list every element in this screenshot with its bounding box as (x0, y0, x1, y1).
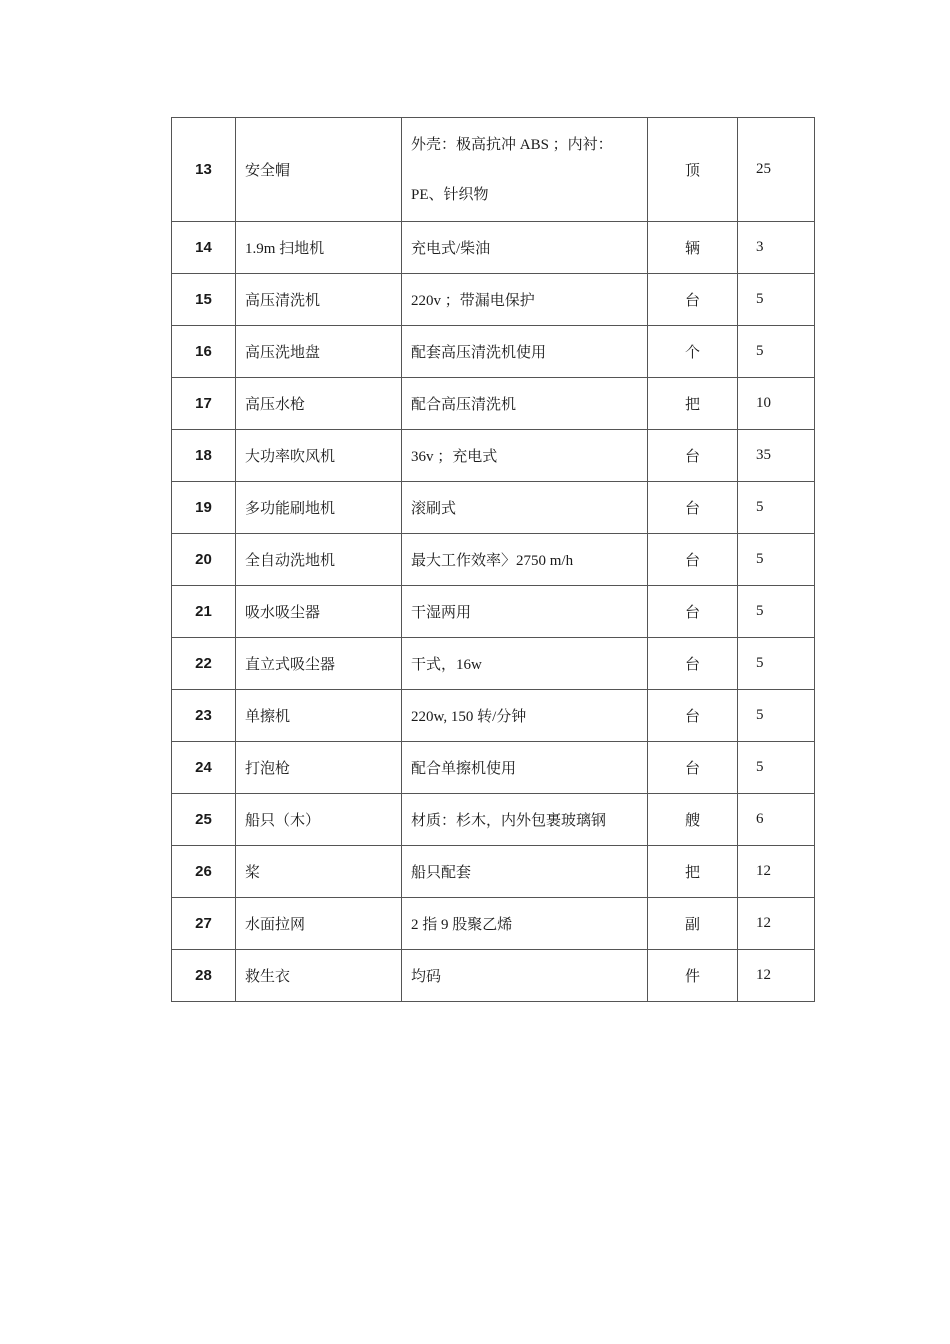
row-number: 27 (172, 898, 236, 950)
row-number: 23 (172, 690, 236, 742)
item-quantity: 12 (738, 950, 815, 1002)
item-quantity: 35 (738, 430, 815, 482)
item-unit: 把 (648, 378, 738, 430)
item-spec: 材质：杉木，内外包裹玻璃钢 (402, 794, 648, 846)
item-quantity: 5 (738, 638, 815, 690)
item-spec (402, 118, 648, 222)
item-spec-line: PE、针织物 (411, 186, 489, 203)
item-unit: 台 (648, 690, 738, 742)
item-name: 单擦机 (236, 690, 402, 742)
table-row (172, 794, 815, 846)
item-quantity: 12 (738, 898, 815, 950)
item-quantity: 5 (738, 274, 815, 326)
item-unit: 艘 (648, 794, 738, 846)
row-number: 19 (172, 482, 236, 534)
item-spec: 干式，16w (402, 638, 648, 690)
item-quantity: 5 (738, 690, 815, 742)
row-number: 16 (172, 326, 236, 378)
item-name: 高压水枪 (236, 378, 402, 430)
item-spec: 配套高压清洗机使用 (402, 326, 648, 378)
row-number: 22 (172, 638, 236, 690)
item-unit: 个 (648, 326, 738, 378)
table-row (172, 534, 815, 586)
row-number: 14 (172, 222, 236, 274)
item-quantity: 5 (738, 326, 815, 378)
table-row (172, 898, 815, 950)
item-name: 安全帽 (236, 118, 402, 222)
equipment-table (171, 117, 815, 1002)
item-name: 打泡枪 (236, 742, 402, 794)
item-spec: 均码 (402, 950, 648, 1002)
table-row (172, 846, 815, 898)
table-row (172, 638, 815, 690)
item-unit: 把 (648, 846, 738, 898)
item-spec: 最大工作效率〉2750 m/h (402, 534, 648, 586)
item-unit: 件 (648, 950, 738, 1002)
item-spec: 36v ；充电式 (402, 430, 648, 482)
table-row (172, 690, 815, 742)
table-row (172, 274, 815, 326)
item-spec: 220w, 150 转/分钟 (402, 690, 648, 742)
item-unit: 辆 (648, 222, 738, 274)
table-row (172, 118, 815, 222)
item-unit: 台 (648, 430, 738, 482)
item-name: 高压清洗机 (236, 274, 402, 326)
item-quantity: 5 (738, 534, 815, 586)
item-spec: 220v ；带漏电保护 (402, 274, 648, 326)
item-unit: 台 (648, 482, 738, 534)
equipment-table-body (172, 118, 815, 1002)
item-spec: 充电式/柴油 (402, 222, 648, 274)
row-number: 25 (172, 794, 236, 846)
item-spec: 船只配套 (402, 846, 648, 898)
item-name: 1.9m 扫地机 (236, 222, 402, 274)
item-quantity: 5 (738, 482, 815, 534)
item-unit: 台 (648, 742, 738, 794)
row-number: 15 (172, 274, 236, 326)
item-unit: 台 (648, 586, 738, 638)
row-number: 20 (172, 534, 236, 586)
item-name: 桨 (236, 846, 402, 898)
item-quantity: 3 (738, 222, 815, 274)
item-name: 高压洗地盘 (236, 326, 402, 378)
row-number: 18 (172, 430, 236, 482)
item-unit: 台 (648, 274, 738, 326)
item-name: 直立式吸尘器 (236, 638, 402, 690)
item-spec: 干湿两用 (402, 586, 648, 638)
item-unit: 顶 (648, 118, 738, 222)
row-number: 21 (172, 586, 236, 638)
item-name: 全自动洗地机 (236, 534, 402, 586)
item-quantity: 6 (738, 794, 815, 846)
item-name: 水面拉网 (236, 898, 402, 950)
item-unit: 台 (648, 638, 738, 690)
table-row (172, 326, 815, 378)
item-quantity: 12 (738, 846, 815, 898)
table-row (172, 430, 815, 482)
table-row (172, 482, 815, 534)
row-number: 17 (172, 378, 236, 430)
item-spec: 配合单擦机使用 (402, 742, 648, 794)
table-row (172, 586, 815, 638)
row-number: 13 (172, 118, 236, 222)
row-number: 24 (172, 742, 236, 794)
table-row (172, 222, 815, 274)
table-row (172, 950, 815, 1002)
item-spec: 配合高压清洗机 (402, 378, 648, 430)
item-spec-line: 外壳：极高抗冲 ABS ；内衬： (411, 136, 613, 153)
item-name: 大功率吹风机 (236, 430, 402, 482)
item-name: 船只（木） (236, 794, 402, 846)
table-row (172, 378, 815, 430)
item-unit: 台 (648, 534, 738, 586)
item-spec: 滚刷式 (402, 482, 648, 534)
item-unit: 副 (648, 898, 738, 950)
row-number: 26 (172, 846, 236, 898)
item-quantity: 10 (738, 378, 815, 430)
item-quantity: 5 (738, 742, 815, 794)
item-name: 吸水吸尘器 (236, 586, 402, 638)
item-name: 救生衣 (236, 950, 402, 1002)
item-name: 多功能刷地机 (236, 482, 402, 534)
item-spec: 2 指 9 股聚乙烯 (402, 898, 648, 950)
table-row (172, 742, 815, 794)
item-quantity: 25 (738, 118, 815, 222)
row-number: 28 (172, 950, 236, 1002)
item-quantity: 5 (738, 586, 815, 638)
